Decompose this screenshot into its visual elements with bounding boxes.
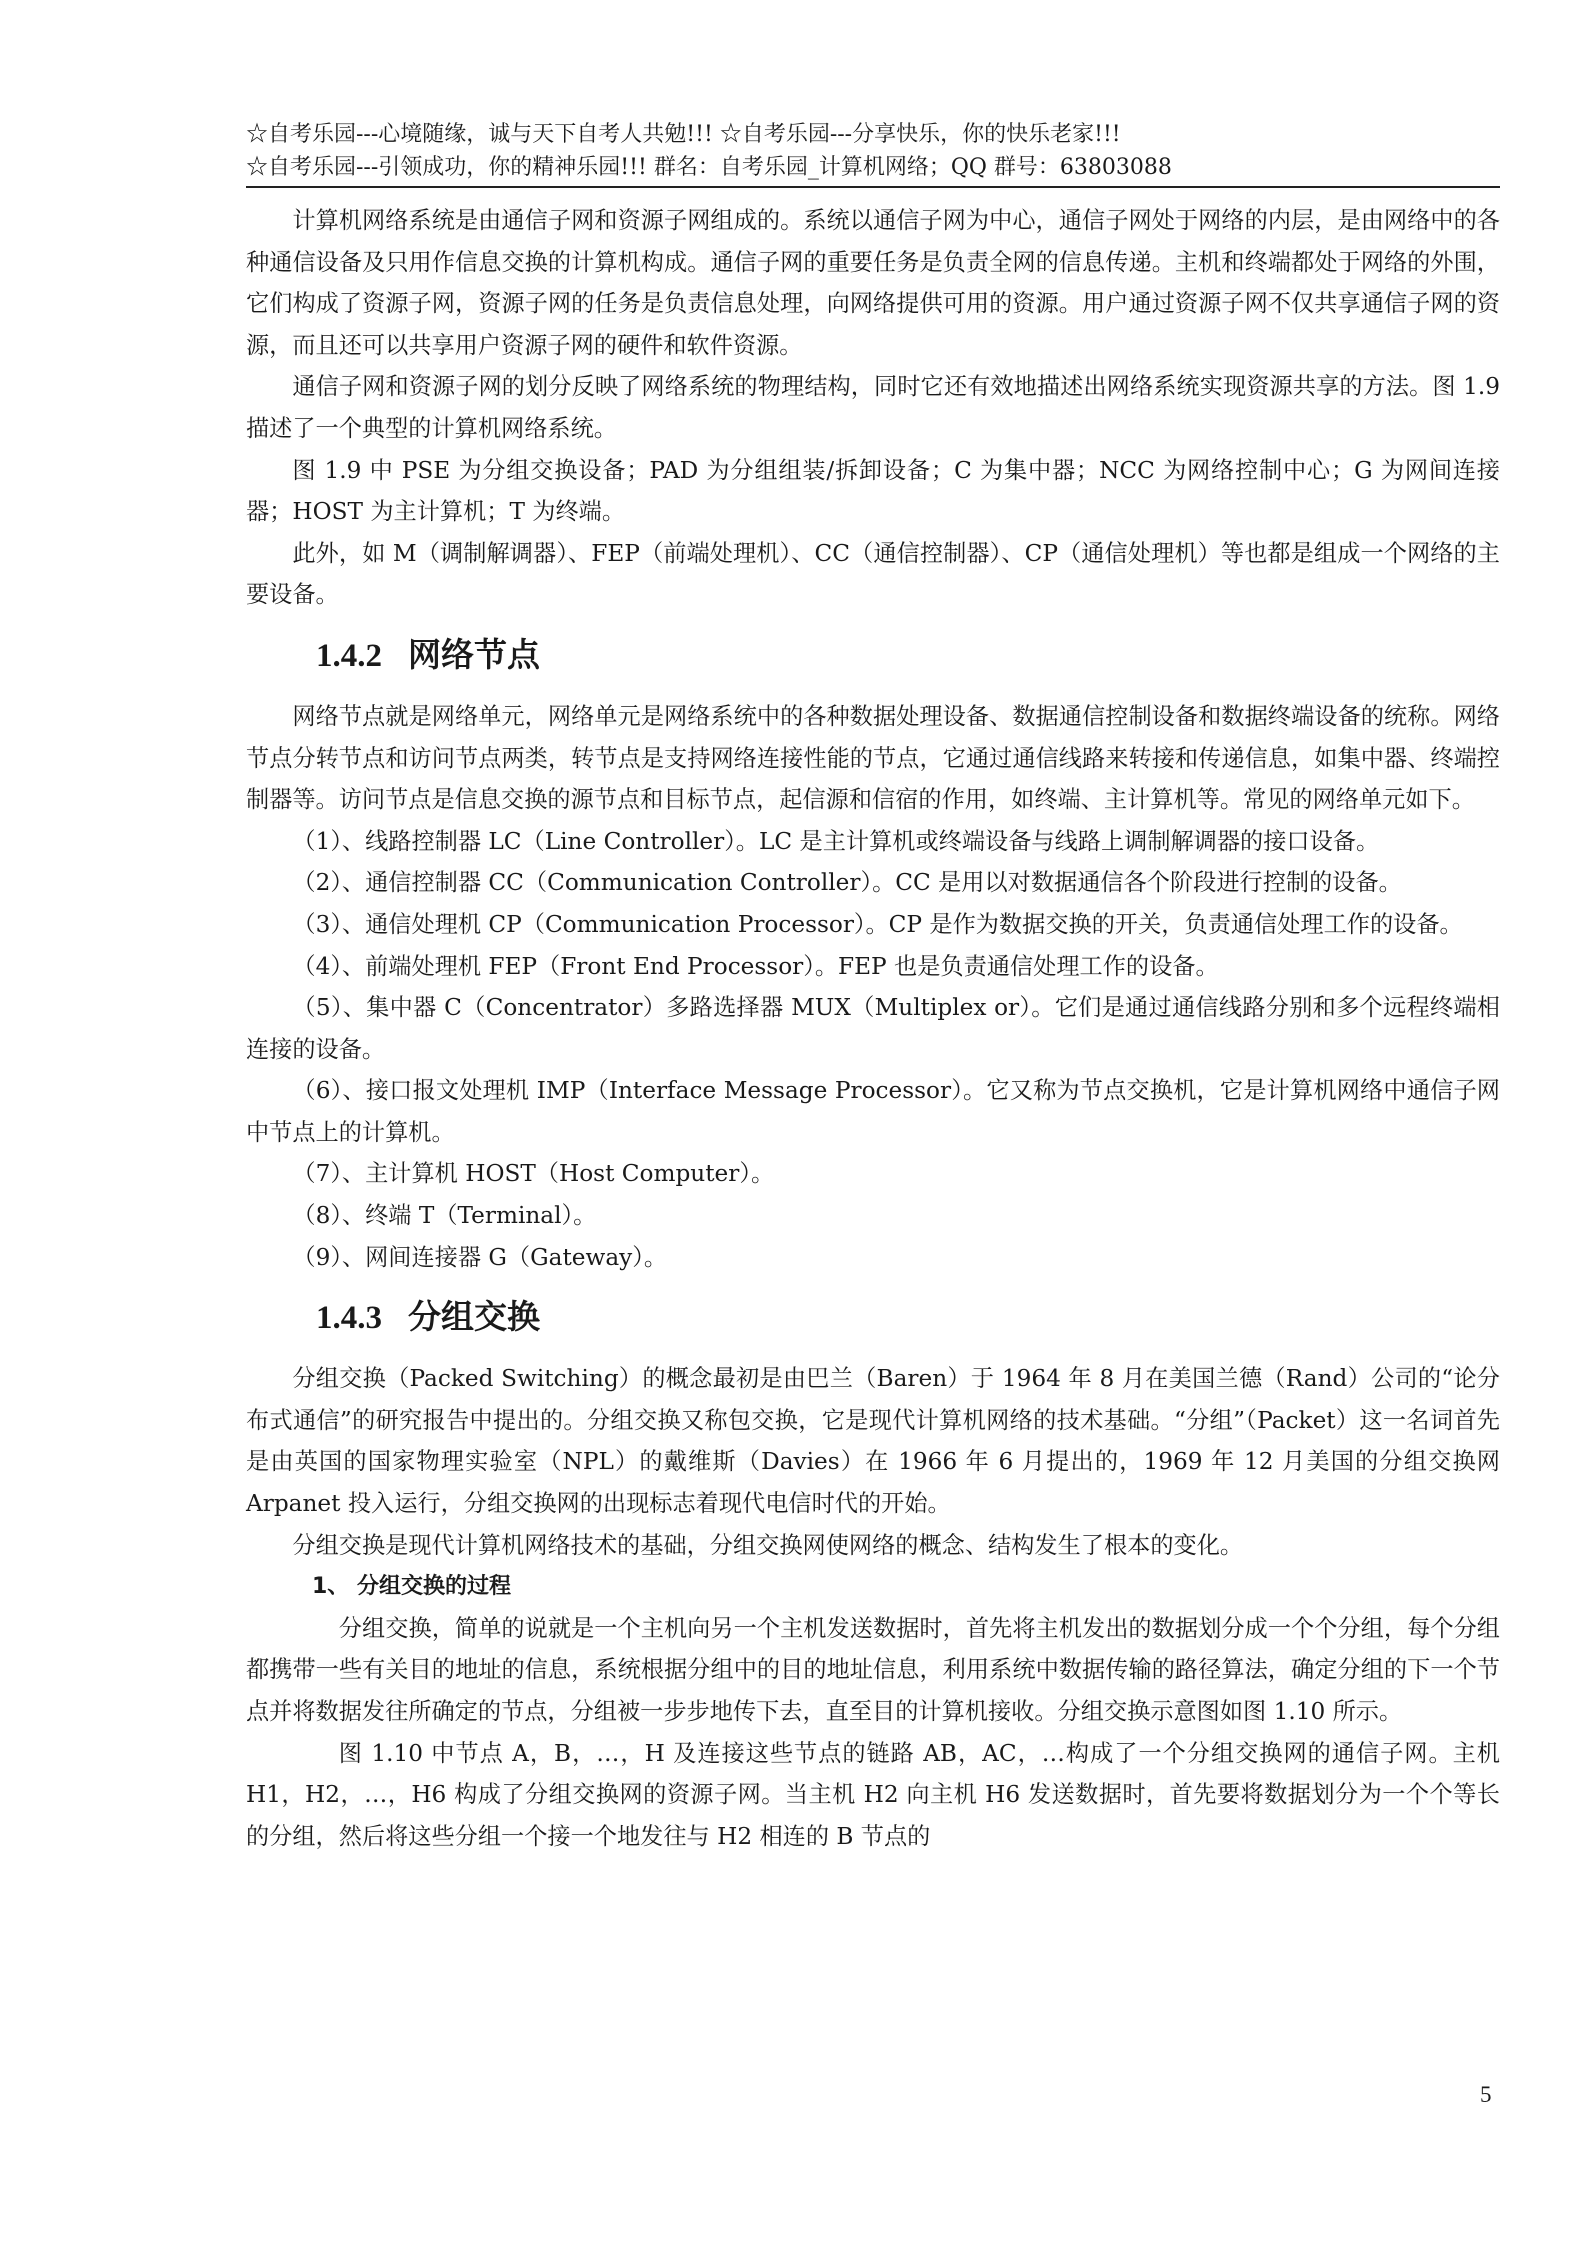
paragraph: 计算机网络系统是由通信子网和资源子网组成的。系统以通信子网为中心，通信子网处于网络的内层，是由网络中的各种通信设备及只用作信息交换的计算机构成。通信子网的重要任务是负责全网的信息传递。主机和终端都处于网络的外围，它们构成了资源子网，资源子网的任务是负责信息处理，向网络提供可用的资源。用户通过资源子网不仅共享通信子网的资源，而且还可以共享用户资源子网的硬件和软件资源。 bbox=[246, 207, 1500, 359]
list-item: （5）、集中器 C（Concentrator）多路选择器 MUX（Multiplex or）。它们是通过通信线路分别和多个远程终端相连接的设备。 bbox=[246, 994, 1500, 1063]
list-item: （3）、通信处理机 CP（Communication Processor）。CP 是作为数据交换的开关，负责通信处理工作的设备。 bbox=[292, 910, 1463, 938]
header-line-2: ☆自考乐园---引领成功，你的精神乐园!!! 群名：自考乐园_计算机网络；QQ 群号：63803088 bbox=[246, 155, 1172, 180]
list-item: （6）、接口报文处理机 IMP（Interface Message Processor）。它又称为节点交换机，它是计算机网络中通信子网中节点上的计算机。 bbox=[246, 1077, 1500, 1146]
list-item: （2）、通信控制器 CC（Communication Controller）。CC 是用以对数据通信各个阶段进行控制的设备。 bbox=[292, 869, 1402, 897]
paragraph: 分组交换（Packed Switching）的概念最初是由巴兰（Baren）于 1964 年 8 月在美国兰德（Rand）公司的“论分布式通信”的研究报告中提出的。分组交换又称包交换，它是现代计算机网络的技术基础。“分组”（Packet）这一名词首先是由英国的国家物理实验室（NPL）的戴维斯（Davies）在 1966 年 6 月提出的，1969 年 12 月美国的分组交换网 Arpanet 投入运行，分组交换网的出现标志着现代电信时代的开始。 bbox=[246, 1365, 1500, 1518]
paragraph: 图 1.10 中节点 A，B，…，H 及连接这些节点的链路 AB，AC，…构成了一个分组交换网的通信子网。主机 H1，H2，…，H6 构成了分组交换网的资源子网。当主机 H2 向主机 H6 发送数据时，首先要将数据划分为一个个等长的分组，然后将这些分组一个接一个地发往与 H2 相连的 B 节点的 bbox=[246, 1739, 1500, 1850]
section-title: 网络节点 bbox=[408, 637, 540, 674]
list-item: （1）、线路控制器 LC（Line Controller）。LC 是主计算机或终端设备与线路上调制解调器的接口设备。 bbox=[292, 827, 1380, 855]
page-number: 5 bbox=[1480, 2082, 1492, 2107]
paragraph: 通信子网和资源子网的划分反映了网络系统的物理结构，同时它还有效地描述出网络系统实现资源共享的方法。图 1.9 描述了一个典型的计算机网络系统。 bbox=[246, 373, 1500, 442]
list-item: （7）、主计算机 HOST（Host Computer）。 bbox=[292, 1160, 775, 1188]
list-item: （9）、网间连接器 G（Gateway）。 bbox=[292, 1243, 668, 1271]
section-heading-1-4-2 bbox=[316, 636, 1500, 676]
section-title: 分组交换 bbox=[408, 1300, 540, 1337]
page-header bbox=[246, 118, 1500, 188]
list-item: （4）、前端处理机 FEP（Front End Processor）。FEP 也是负责通信处理工作的设备。 bbox=[292, 952, 1219, 980]
section-heading-1-4-3 bbox=[316, 1298, 1500, 1338]
paragraph: 网络节点就是网络单元，网络单元是网络系统中的各种数据处理设备、数据通信控制设备和数据终端设备的统称。网络节点分转节点和访问节点两类，转节点是支持网络连接性能的节点，它通过通信线路来转接和传递信息，如集中器、终端控制器等。访问节点是信息交换的源节点和目标节点，起信源和信宿的作用，如终端、主计算机等。常见的网络单元如下。 bbox=[246, 702, 1500, 814]
header-line-1: ☆自考乐园---心境随缘，诚与天下自考人共勉!!! ☆自考乐园---分享快乐，你的快乐老家!!! bbox=[246, 122, 1121, 147]
section-number: 1.4.2 bbox=[316, 637, 382, 674]
paragraph: 图 1.9 中 PSE 为分组交换设备；PAD 为分组组装/拆卸设备；C 为集中器；NCC 为网络控制中心；G 为网间连接器；HOST 为主计算机；T 为终端。 bbox=[246, 456, 1500, 526]
page-content bbox=[246, 200, 1500, 1857]
paragraph: 分组交换是现代计算机网络技术的基础，分组交换网使网络的概念、结构发生了根本的变化。 bbox=[292, 1531, 1244, 1559]
paragraph: 分组交换，简单的说就是一个主机向另一个主机发送数据时，首先将主机发出的数据划分成一个个分组，每个分组都携带一些有关目的地址的信息，系统根据分组中的目的地址信息，利用系统中数据传输的路径算法，确定分组的下一个节点并将数据发往所确定的节点，分组被一步步地传下去，直至目的计算机接收。分组交换示意图如图 1.10 所示。 bbox=[246, 1614, 1500, 1725]
paragraph: 此外，如 M（调制解调器）、FEP（前端处理机）、CC（通信控制器）、CP（通信处理机）等也都是组成一个网络的主要设备。 bbox=[246, 539, 1500, 609]
list-item: （8）、终端 T（Terminal）。 bbox=[292, 1202, 597, 1230]
subsection-heading: 1、 分组交换的过程 bbox=[312, 1574, 511, 1600]
section-number: 1.4.3 bbox=[316, 1300, 382, 1337]
